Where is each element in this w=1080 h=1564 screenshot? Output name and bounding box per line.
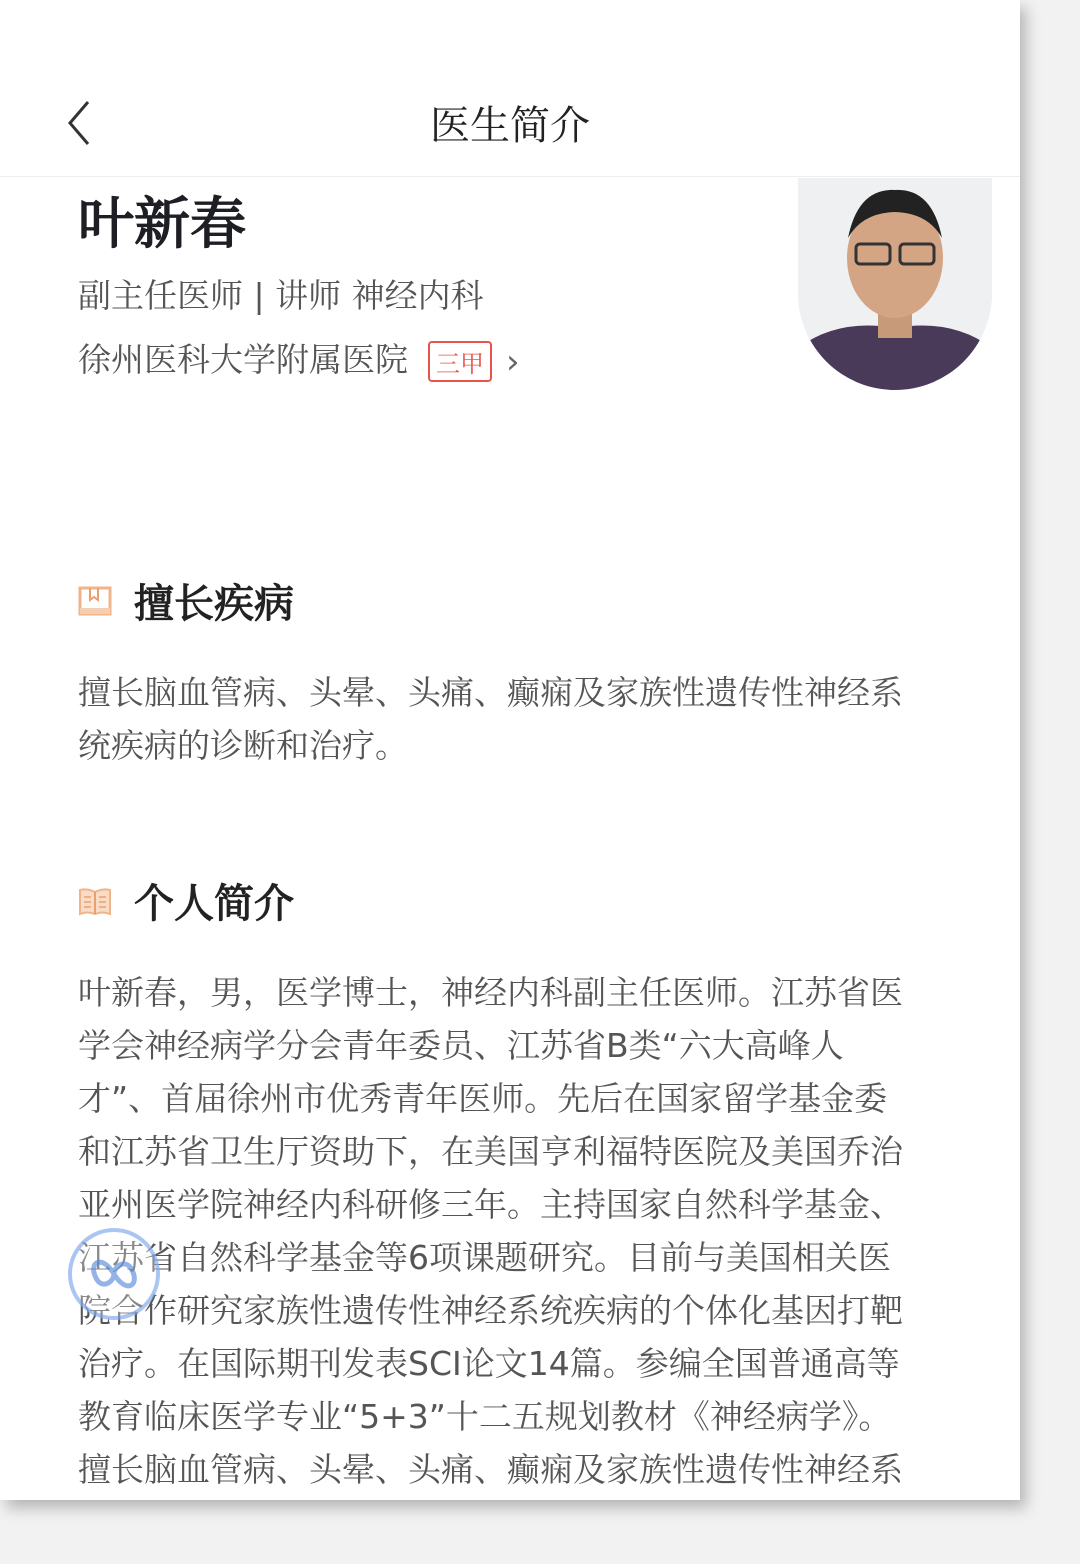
infinity-icon <box>72 1232 156 1316</box>
specialty-heading-text: 擅长疾病 <box>134 581 294 627</box>
text-line: 教育临床医学专业“5+3”十二五规划教材《神经病学》。 <box>78 1397 892 1436</box>
specialty-heading <box>78 572 294 629</box>
nav-header <box>0 70 1020 177</box>
doctor-titles: 副主任医师 | 讲师 神经内科 <box>78 276 484 315</box>
chevron-right-icon: › <box>506 341 520 382</box>
text-line: 江苏省自然科学基金等6项课题研究。目前与美国相关医 <box>78 1238 891 1277</box>
text-line: 擅长脑血管病、头晕、头痛、癫痫及家族性遗传性神经系 <box>78 673 903 712</box>
text-line: 学会神经病学分会青年委员、江苏省B类“六大高峰人 <box>78 1026 844 1065</box>
text-line: 治疗。在国际期刊发表SCI论文14篇。参编全国普通高等 <box>78 1344 900 1383</box>
page-title: 医生简介 <box>430 103 590 149</box>
open-book-icon <box>78 886 112 916</box>
doctor-name: 叶新春 <box>78 192 246 257</box>
text-line: 才”、首届徐州市优秀青年医师。先后在国家留学基金委 <box>78 1079 888 1118</box>
floating-logo-button[interactable] <box>68 1228 160 1320</box>
book-icon <box>78 586 112 616</box>
specialty-text <box>78 666 1018 772</box>
text-line: 和江苏省卫生厅资助下，在美国亨利福特医院及美国乔治 <box>78 1132 903 1171</box>
text-line: 统疾病的诊断和治疗。 <box>78 726 408 765</box>
text-line: 擅长脑血管病、头晕、头痛、癫痫及家族性遗传性神经系 <box>78 1450 903 1489</box>
hospital-link[interactable] <box>78 334 520 382</box>
text-line: 院合作研究家族性遗传性神经系统疾病的个体化基因打靶 <box>78 1291 903 1330</box>
bio-text <box>78 966 1018 1496</box>
text-line: 叶新春，男，医学博士，神经内科副主任医师。江苏省医 <box>78 973 903 1012</box>
hospital-name: 徐州医科大学附属医院 <box>78 340 408 379</box>
doctor-avatar <box>798 178 992 390</box>
bio-heading <box>78 872 294 929</box>
text-line: 亚州医学院神经内科研修三年。主持国家自然科学基金、 <box>78 1185 903 1224</box>
bio-heading-text: 个人简介 <box>134 881 294 927</box>
hospital-level-badge: 三甲 <box>428 341 492 382</box>
